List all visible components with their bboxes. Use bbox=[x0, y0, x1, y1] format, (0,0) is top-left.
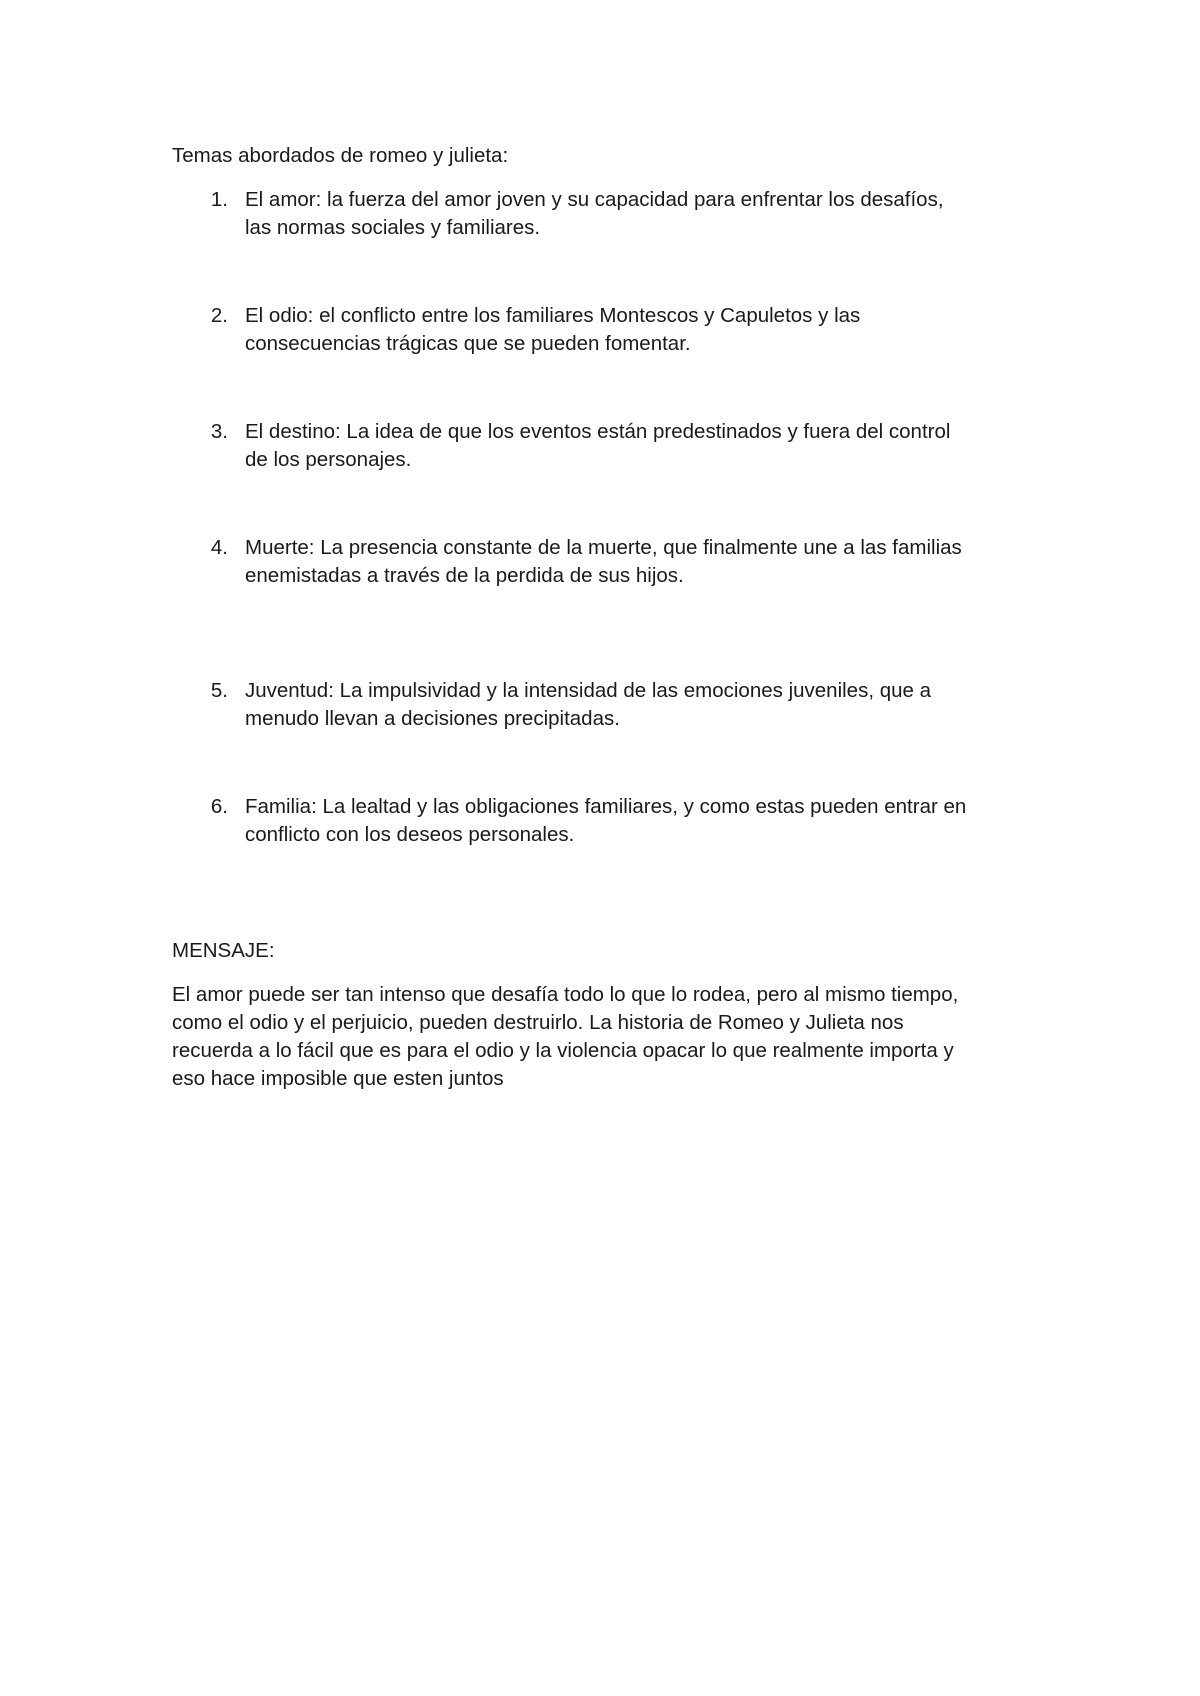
theme-text-line-2: de los personajes. bbox=[245, 448, 412, 471]
message-heading: MENSAJE: bbox=[172, 939, 275, 962]
theme-number: 5. bbox=[210, 679, 228, 702]
theme-text-line-2: las normas sociales y familiares. bbox=[245, 216, 541, 239]
theme-text-line-1: Muerte: La presencia constante de la muerte, que finalmente une a las familias bbox=[245, 536, 962, 559]
document-heading: Temas abordados de romeo y julieta: bbox=[172, 144, 509, 167]
theme-text-line-2: consecuencias trágicas que se pueden fomentar. bbox=[245, 332, 691, 355]
message-line: recuerda a lo fácil que es para el odio y la violencia opacar lo que realmente importa y bbox=[172, 1039, 954, 1062]
theme-text-line-1: El destino: La idea de que los eventos están predestinados y fuera del control bbox=[245, 420, 951, 443]
theme-text-line-1: El amor: la fuerza del amor joven y su capacidad para enfrentar los desafíos, bbox=[245, 188, 944, 211]
theme-number: 3. bbox=[210, 420, 228, 443]
theme-number: 6. bbox=[210, 795, 228, 818]
theme-number: 2. bbox=[210, 304, 228, 327]
message-line: como el odio y el perjuicio, pueden destruirlo. La historia de Romeo y Julieta nos bbox=[172, 1011, 904, 1034]
theme-text-line-1: El odio: el conflicto entre los familiares Montescos y Capuletos y las bbox=[245, 304, 861, 327]
theme-text-line-2: enemistadas a través de la perdida de sus hijos. bbox=[245, 564, 684, 587]
theme-number: 1. bbox=[210, 188, 228, 211]
message-line: El amor puede ser tan intenso que desafía todo lo que lo rodea, pero al mismo tiempo, bbox=[172, 983, 959, 1006]
theme-text-line-1: Juventud: La impulsividad y la intensidad de las emociones juveniles, que a bbox=[245, 679, 932, 702]
theme-text-line-2: menudo llevan a decisiones precipitadas. bbox=[245, 707, 620, 730]
theme-number: 4. bbox=[210, 536, 228, 559]
theme-text-line-1: Familia: La lealtad y las obligaciones familiares, y como estas pueden entrar en bbox=[245, 795, 967, 818]
message-line: eso hace imposible que esten juntos bbox=[172, 1067, 504, 1090]
theme-text-line-2: conflicto con los deseos personales. bbox=[245, 823, 575, 846]
